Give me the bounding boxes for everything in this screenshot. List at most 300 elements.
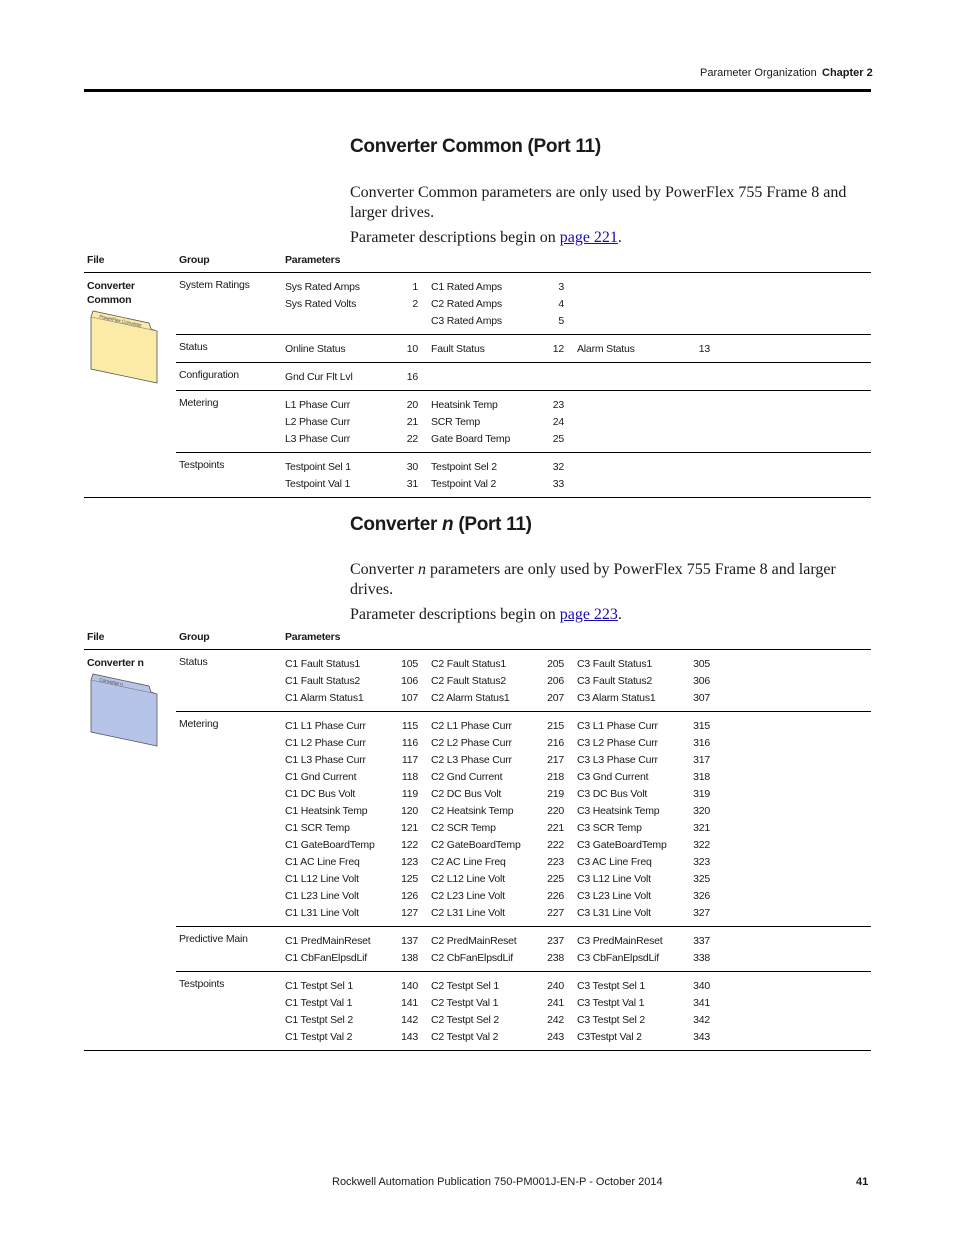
parameter-name: C2 Gnd Current <box>431 771 503 783</box>
parameter-number: 2 <box>412 298 418 310</box>
parameter-name: C1 Testpt Val 2 <box>285 1031 353 1043</box>
parameter-name: Gate Board Temp <box>431 433 511 445</box>
file-cell <box>84 273 176 498</box>
parameter-number: 320 <box>693 805 710 817</box>
page-link-223[interactable]: page 223 <box>559 606 618 623</box>
parameter-item <box>577 1029 723 1046</box>
parameters-cell <box>282 972 871 1051</box>
parameter-name: C2 Testpt Sel 2 <box>431 1014 500 1026</box>
parameters-cell <box>282 273 871 335</box>
file-cell <box>84 650 176 1051</box>
parameter-name: C1 Testpt Sel 2 <box>285 1014 354 1026</box>
parameter-number: 25 <box>552 433 564 445</box>
table-header-cell: File <box>84 629 176 650</box>
parameter-name: C3 PredMainReset <box>577 935 663 947</box>
folder-tab-label: Converter n <box>98 677 124 688</box>
parameter-name: C1 CbFanElpsdLif <box>285 952 368 964</box>
parameter-item <box>577 735 723 752</box>
parameter-number: 217 <box>547 754 564 766</box>
parameter-name: C1 Fault Status1 <box>285 658 361 670</box>
parameter-name: Testpoint Sel 1 <box>285 461 351 473</box>
parameter-item <box>577 690 723 707</box>
parameter-column <box>285 369 431 386</box>
folder-icon <box>87 309 165 389</box>
parameter-number: 225 <box>547 873 564 885</box>
page-link-221[interactable]: page 221 <box>559 229 618 246</box>
parameter-name: C2 L23 Line Volt <box>431 890 505 902</box>
parameter-number: 243 <box>547 1031 564 1043</box>
parameter-name: C2 L12 Line Volt <box>431 873 505 885</box>
parameter-number: 116 <box>401 737 418 749</box>
parameter-name: Alarm Status <box>577 343 635 355</box>
parameter-name: C1 DC Bus Volt <box>285 788 356 800</box>
parameter-item <box>431 752 577 769</box>
parameter-name: C1 L12 Line Volt <box>285 873 359 885</box>
parameter-number: 5 <box>558 315 564 327</box>
parameter-item <box>431 414 577 431</box>
parameter-number: 342 <box>693 1014 710 1026</box>
parameter-number: 16 <box>406 371 418 383</box>
table-header-row <box>84 629 871 650</box>
parameter-item <box>577 837 723 854</box>
parameter-number: 337 <box>693 935 710 947</box>
parameter-name: C2 DC Bus Volt <box>431 788 502 800</box>
parameter-name: C2 Heatsink Temp <box>431 805 514 817</box>
table-row <box>84 273 871 335</box>
parameter-name: C3 Rated Amps <box>431 315 502 327</box>
parameter-item <box>577 888 723 905</box>
desc-suffix: . <box>617 606 622 623</box>
parameter-item <box>577 656 723 673</box>
parameter-column <box>431 341 577 358</box>
parameter-item <box>285 752 431 769</box>
parameter-number: 341 <box>693 997 710 1009</box>
parameter-number: 221 <box>547 822 564 834</box>
parameter-number: 216 <box>547 737 564 749</box>
parameter-number: 223 <box>547 856 564 868</box>
parameter-number: 105 <box>401 658 418 670</box>
parameters-cell <box>282 391 871 453</box>
parameter-number: 316 <box>693 737 710 749</box>
table-bottom-rule <box>84 1050 871 1051</box>
parameter-number: 142 <box>401 1014 418 1026</box>
parameter-number: 322 <box>693 839 710 851</box>
table-header-cell: Parameters <box>282 629 871 650</box>
parameter-item <box>285 341 431 358</box>
parameter-name: Sys Rated Volts <box>285 298 357 310</box>
parameter-name: C3 L2 Phase Curr <box>577 737 658 749</box>
parameter-column <box>431 656 577 707</box>
parameter-name: C2 Testpt Val 2 <box>431 1031 499 1043</box>
parameter-name: Testpoint Val 1 <box>285 478 351 490</box>
parameter-name: C1 SCR Temp <box>285 822 350 834</box>
parameter-item <box>431 313 577 330</box>
parameter-name: C3 Fault Status1 <box>577 658 653 670</box>
parameter-name: C3 Testpt Sel 1 <box>577 980 646 992</box>
parameter-number: 326 <box>693 890 710 902</box>
parameter-item <box>431 656 577 673</box>
group-cell: Configuration <box>176 363 282 391</box>
parameter-number: 242 <box>547 1014 564 1026</box>
folder-tab-label: PowerFlex Converter <box>98 314 143 329</box>
table-row <box>84 972 871 1051</box>
running-header-section: Parameter Organization <box>700 67 817 79</box>
parameter-item <box>431 459 577 476</box>
parameter-item <box>431 735 577 752</box>
parameter-number: 31 <box>406 478 418 490</box>
parameter-number: 1 <box>412 281 418 293</box>
footer-page-number: 41 <box>856 1176 869 1188</box>
table-row <box>84 453 871 498</box>
parameter-column <box>577 978 723 1046</box>
parameter-item <box>431 296 577 313</box>
parameter-item <box>431 279 577 296</box>
parameter-name: C2 GateBoardTemp <box>431 839 521 851</box>
parameter-name: C1 Fault Status2 <box>285 675 361 687</box>
folder-icon <box>87 672 165 752</box>
parameters-cell <box>282 650 871 712</box>
parameter-item <box>431 888 577 905</box>
parameter-item <box>285 905 431 922</box>
parameter-item <box>285 735 431 752</box>
parameter-number: 32 <box>552 461 564 473</box>
parameter-item <box>431 871 577 888</box>
parameter-item <box>577 820 723 837</box>
parameter-number: 33 <box>552 478 564 490</box>
parameter-item <box>431 769 577 786</box>
parameter-column <box>431 397 577 448</box>
parameter-column <box>431 978 577 1046</box>
parameter-number: 4 <box>558 298 564 310</box>
parameter-item <box>577 673 723 690</box>
parameter-item <box>577 995 723 1012</box>
parameter-number: 24 <box>552 416 564 428</box>
parameter-number: 138 <box>401 952 418 964</box>
parameter-name: C1 L31 Line Volt <box>285 907 359 919</box>
parameter-item <box>431 690 577 707</box>
parameter-number: 237 <box>547 935 564 947</box>
parameter-column <box>577 341 723 358</box>
parameter-column <box>285 459 431 493</box>
parameter-name: C2 L2 Phase Curr <box>431 737 512 749</box>
parameter-number: 315 <box>693 720 710 732</box>
parameter-name: C1 L23 Line Volt <box>285 890 359 902</box>
parameter-name: C2 Alarm Status1 <box>431 692 510 704</box>
parameter-item <box>431 397 577 414</box>
table-row <box>84 650 871 712</box>
parameter-name: Heatsink Temp <box>431 399 498 411</box>
parameter-item <box>285 820 431 837</box>
parameter-number: 226 <box>547 890 564 902</box>
parameter-number: 219 <box>547 788 564 800</box>
parameter-column <box>577 933 723 967</box>
desc-prefix: Parameter descriptions begin on <box>350 229 560 246</box>
parameter-name: C3 L23 Line Volt <box>577 890 651 902</box>
parameter-item <box>285 673 431 690</box>
parameter-number: 218 <box>547 771 564 783</box>
parameter-number: 220 <box>547 805 564 817</box>
parameter-name: C2 Fault Status2 <box>431 675 507 687</box>
section-title-converter-common: Converter Common (Port 11) <box>350 136 601 157</box>
parameter-item <box>431 978 577 995</box>
parameter-item <box>577 905 723 922</box>
parameter-item <box>577 769 723 786</box>
parameter-item <box>285 1012 431 1029</box>
parameter-item <box>431 933 577 950</box>
parameter-name: C3Testpt Val 2 <box>577 1031 642 1043</box>
group-cell: Predictive Main <box>176 927 282 972</box>
parameter-number: 323 <box>693 856 710 868</box>
parameter-number: 215 <box>547 720 564 732</box>
parameter-name: C3 L1 Phase Curr <box>577 720 658 732</box>
parameter-number: 307 <box>693 692 710 704</box>
parameter-name: C3 AC Line Freq <box>577 856 652 868</box>
parameter-name: C3 L12 Line Volt <box>577 873 651 885</box>
para-italic: n <box>417 561 426 578</box>
parameter-column <box>285 656 431 707</box>
parameters-cell <box>282 712 871 927</box>
table-row <box>84 927 871 972</box>
parameter-item <box>285 978 431 995</box>
header-rule <box>84 89 871 92</box>
parameter-table-converter-n <box>84 629 871 1050</box>
parameter-item <box>285 690 431 707</box>
parameter-item <box>431 854 577 871</box>
desc-prefix: Parameter descriptions begin on <box>350 606 560 623</box>
section-intro-converter-common: Converter Common parameters are only used by PowerFlex 755 Frame 8 and larger drives. <box>350 184 847 221</box>
parameter-item <box>285 1029 431 1046</box>
group-cell: Metering <box>176 391 282 453</box>
parameter-number: 127 <box>401 907 418 919</box>
parameter-column <box>577 718 723 922</box>
parameter-name: C2 Fault Status1 <box>431 658 507 670</box>
parameter-column <box>577 656 723 707</box>
parameter-name: Online Status <box>285 343 346 355</box>
parameter-number: 118 <box>401 771 418 783</box>
parameter-item <box>285 414 431 431</box>
parameter-item <box>431 905 577 922</box>
table-bottom-rule <box>84 497 871 498</box>
parameter-item <box>431 803 577 820</box>
table-header-cell: Group <box>176 629 282 650</box>
parameter-item <box>577 341 723 358</box>
param-desc-ref-converter-common <box>350 228 850 248</box>
parameter-number: 137 <box>401 935 418 947</box>
parameter-item <box>431 341 577 358</box>
parameter-column <box>431 933 577 967</box>
parameter-item <box>577 718 723 735</box>
desc-suffix: . <box>617 229 622 246</box>
parameter-number: 241 <box>547 997 564 1009</box>
parameter-item <box>577 933 723 950</box>
parameter-name: Gnd Cur Flt Lvl <box>285 371 353 383</box>
parameter-name: C2 L3 Phase Curr <box>431 754 512 766</box>
parameter-name: C1 GateBoardTemp <box>285 839 375 851</box>
file-label: Converter n <box>87 657 144 669</box>
parameter-item <box>431 820 577 837</box>
para-prefix: Converter <box>350 561 418 578</box>
group-cell: Status <box>179 656 208 668</box>
parameter-name: C3 Testpt Val 1 <box>577 997 645 1009</box>
parameter-number: 125 <box>401 873 418 885</box>
parameter-item <box>285 933 431 950</box>
parameter-column <box>285 397 431 448</box>
parameter-item <box>577 871 723 888</box>
parameter-column <box>431 279 577 330</box>
parameter-name: SCR Temp <box>431 416 480 428</box>
parameter-number: 325 <box>693 873 710 885</box>
parameter-item <box>285 854 431 871</box>
parameter-number: 3 <box>558 281 564 293</box>
parameter-name: C3 Fault Status2 <box>577 675 653 687</box>
parameter-number: 141 <box>401 997 418 1009</box>
parameter-name: C2 L1 Phase Curr <box>431 720 512 732</box>
parameter-item <box>577 752 723 769</box>
parameter-name: Sys Rated Amps <box>285 281 360 293</box>
parameter-number: 227 <box>547 907 564 919</box>
parameter-name: C1 Rated Amps <box>431 281 502 293</box>
parameter-number: 21 <box>406 416 418 428</box>
parameter-name: C1 AC Line Freq <box>285 856 360 868</box>
parameter-item <box>285 871 431 888</box>
group-cell: Metering <box>176 712 282 927</box>
parameter-number: 306 <box>693 675 710 687</box>
parameter-number: 22 <box>406 433 418 445</box>
parameter-item <box>577 1012 723 1029</box>
parameters-cell <box>282 453 871 498</box>
parameter-number: 106 <box>401 675 418 687</box>
parameter-number: 117 <box>401 754 418 766</box>
group-cell: Testpoints <box>176 972 282 1051</box>
title-prefix: Converter <box>350 514 443 535</box>
parameter-name: L3 Phase Curr <box>285 433 351 445</box>
parameter-number: 207 <box>547 692 564 704</box>
parameter-item <box>431 1029 577 1046</box>
parameter-item <box>431 718 577 735</box>
parameter-item <box>577 786 723 803</box>
parameter-number: 123 <box>401 856 418 868</box>
parameter-name: C2 SCR Temp <box>431 822 496 834</box>
section-intro-converter-n <box>350 560 850 600</box>
footer-publication: Rockwell Automation Publication 750-PM001J-EN-P - October 2014 <box>332 1176 663 1188</box>
parameter-table-converter-common <box>84 252 871 497</box>
parameter-number: 205 <box>547 658 564 670</box>
parameter-name: C2 Testpt Val 1 <box>431 997 499 1009</box>
parameter-name: C2 AC Line Freq <box>431 856 506 868</box>
parameter-name: C2 Testpt Sel 1 <box>431 980 500 992</box>
parameter-item <box>285 369 431 386</box>
title-suffix: (Port 11) <box>453 514 532 535</box>
parameter-number: 140 <box>401 980 418 992</box>
parameter-number: 319 <box>693 788 710 800</box>
table-header-row <box>84 252 871 273</box>
parameter-name: C2 CbFanElpsdLif <box>431 952 514 964</box>
parameter-name: C1 L1 Phase Curr <box>285 720 366 732</box>
parameter-number: 30 <box>406 461 418 473</box>
parameters-cell <box>282 927 871 972</box>
parameter-number: 327 <box>693 907 710 919</box>
parameter-item <box>431 673 577 690</box>
parameter-name: L2 Phase Curr <box>285 416 351 428</box>
parameter-column <box>285 341 431 358</box>
parameter-number: 343 <box>693 1031 710 1043</box>
parameter-number: 115 <box>401 720 418 732</box>
parameter-name: C1 L2 Phase Curr <box>285 737 366 749</box>
group-cell: System Ratings <box>179 279 250 291</box>
parameter-number: 122 <box>401 839 418 851</box>
parameter-item <box>285 950 431 967</box>
parameter-item <box>431 431 577 448</box>
parameter-number: 338 <box>693 952 710 964</box>
parameter-name: C3 L3 Phase Curr <box>577 754 658 766</box>
parameter-item <box>285 837 431 854</box>
parameter-item <box>285 769 431 786</box>
parameter-name: L1 Phase Curr <box>285 399 351 411</box>
table-header-cell: Group <box>176 252 282 273</box>
parameter-name: Testpoint Sel 2 <box>431 461 497 473</box>
parameter-column <box>285 933 431 967</box>
parameter-number: 13 <box>698 343 710 355</box>
parameter-item <box>431 476 577 493</box>
parameter-name: Testpoint Val 2 <box>431 478 497 490</box>
parameter-number: 206 <box>547 675 564 687</box>
parameter-number: 20 <box>406 399 418 411</box>
parameter-column <box>285 978 431 1046</box>
parameter-name: C3 CbFanElpsdLif <box>577 952 660 964</box>
file-label: Converter Common <box>87 280 135 306</box>
group-cell: Status <box>176 335 282 363</box>
parameter-item <box>285 656 431 673</box>
parameter-column <box>431 718 577 922</box>
parameter-name: C1 Testpt Sel 1 <box>285 980 354 992</box>
parameter-number: 23 <box>552 399 564 411</box>
parameter-number: 120 <box>401 805 418 817</box>
parameter-number: 240 <box>547 980 564 992</box>
parameter-column <box>285 718 431 922</box>
parameters-cell <box>282 363 871 391</box>
parameter-name: C2 L31 Line Volt <box>431 907 505 919</box>
parameter-item <box>431 1012 577 1029</box>
parameter-name: C3 L31 Line Volt <box>577 907 651 919</box>
parameter-number: 121 <box>401 822 418 834</box>
parameter-item <box>285 476 431 493</box>
table-row <box>84 363 871 391</box>
parameter-name: C3 Heatsink Temp <box>577 805 660 817</box>
parameter-name: C3 Testpt Sel 2 <box>577 1014 646 1026</box>
parameter-item <box>431 786 577 803</box>
parameter-name: C1 Testpt Val 1 <box>285 997 353 1009</box>
parameter-item <box>577 950 723 967</box>
group-cell: Testpoints <box>176 453 282 498</box>
parameter-item <box>431 995 577 1012</box>
title-italic: n <box>442 514 454 535</box>
parameter-number: 318 <box>693 771 710 783</box>
parameter-item <box>285 459 431 476</box>
parameter-name: C1 L3 Phase Curr <box>285 754 366 766</box>
parameter-number: 305 <box>693 658 710 670</box>
parameters-cell <box>282 335 871 363</box>
parameter-name: C2 Rated Amps <box>431 298 502 310</box>
parameter-item <box>285 279 431 296</box>
table-header-cell: File <box>84 252 176 273</box>
parameter-name: C1 Alarm Status1 <box>285 692 364 704</box>
parameter-number: 107 <box>401 692 418 704</box>
parameter-number: 119 <box>401 788 418 800</box>
parameter-number: 321 <box>693 822 710 834</box>
parameter-name: C3 GateBoardTemp <box>577 839 667 851</box>
parameter-column <box>285 279 431 330</box>
parameter-name: C3 DC Bus Volt <box>577 788 648 800</box>
